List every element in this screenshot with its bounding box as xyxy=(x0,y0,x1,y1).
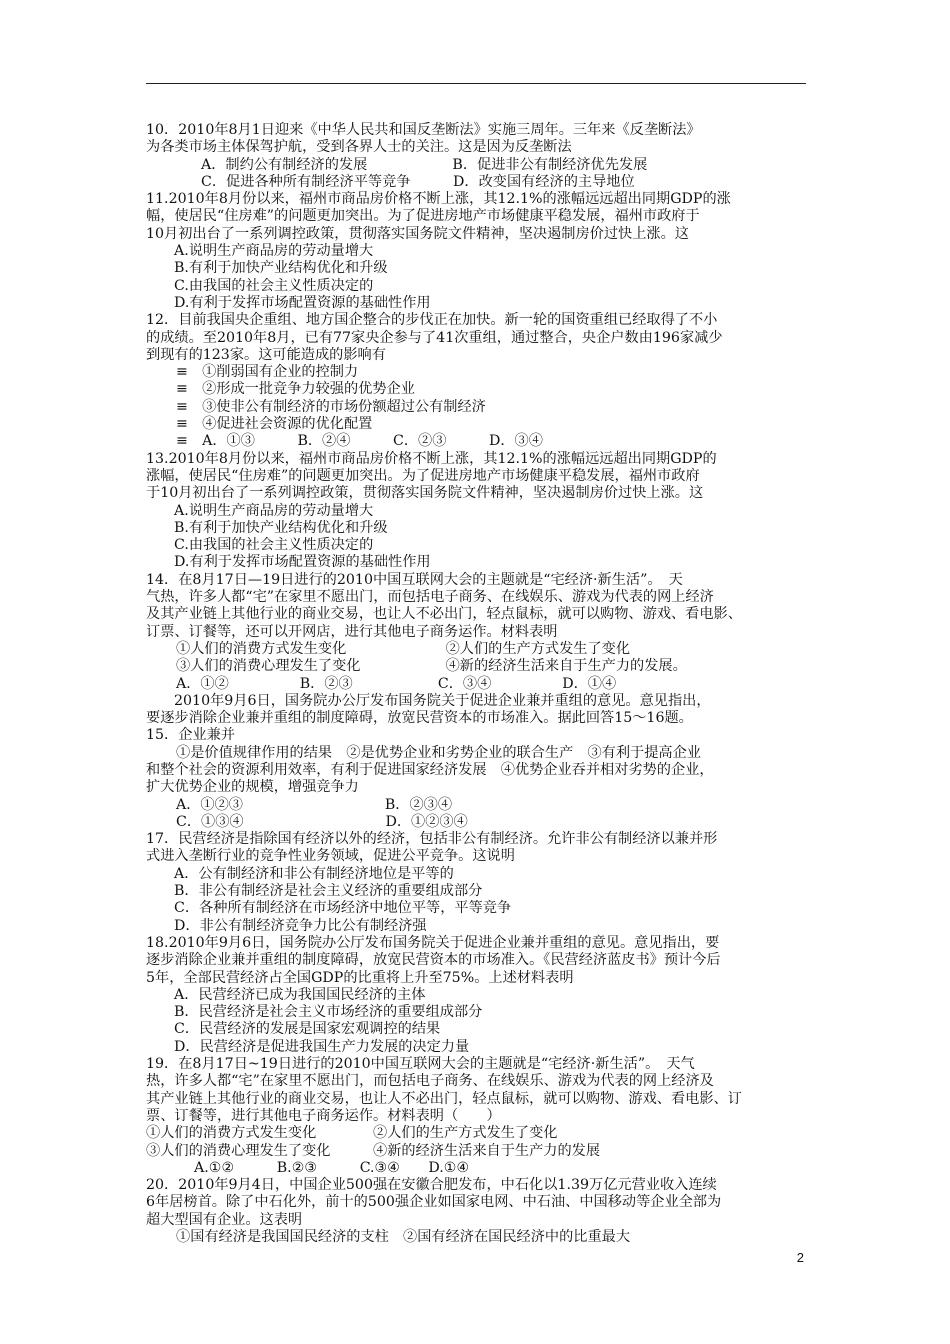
text-line: B.有利于加快产业结构优化和升级 xyxy=(174,519,388,536)
text-line: 11.2010年8月份以来，福州市商品房价格不断上涨，其12.1%的涨幅远远超出同期GDP的涨 xyxy=(146,191,731,208)
text-line: D.有利于发挥市场配置资源的基础性作用 xyxy=(174,294,431,311)
text-line: ≡ A．①③ B．②④ C．②③ D．③④ xyxy=(176,433,543,450)
text-line: A.①② B.②③ C.③④ D.①④ xyxy=(194,1159,470,1176)
text-line: B．民营经济是社会主义市场经济的重要组成部分 xyxy=(174,1004,483,1021)
text-line: C．①③④ D．①②③④ xyxy=(176,813,468,830)
text-line: B．非公有制经济是社会主义经济的重要组成部分 xyxy=(174,883,483,900)
document-body xyxy=(146,122,810,1246)
text-line: 气热，许多人都“宅”在家里不愿出门，而包括电子商务、在线娱乐、游戏为代表的网上经济 xyxy=(146,589,714,606)
text-line: A.说明生产商品房的劳动量增大 xyxy=(174,502,374,519)
text-line: 要逐步消除企业兼并重组的制度障碍，放宽民营资本的市场准入。据此回答15～16题。 xyxy=(146,710,693,727)
text-line: ①人们的消费方式发生变化 ②人们的生产方式发生了变化 xyxy=(146,1125,558,1142)
text-line: 到现有的123家。这可能造成的影响有 xyxy=(146,346,386,363)
text-line: ③人们的消费心理发生了变化 ④新的经济生活来自于生产力的发展。 xyxy=(176,658,687,675)
text-line: C．各种所有制经济在市场经济中地位平等，平等竞争 xyxy=(174,900,512,917)
text-line: 18.2010年9月6日，国务院办公厅发布国务院关于促进企业兼并重组的意见。意见指出，要 xyxy=(146,934,720,951)
text-line: 订票、订餐等，还可以开网店，进行其他电子商务运作。材料表明 xyxy=(146,623,558,640)
text-line: 为各类市场主体保驾护航，受到各界人士的关注。这是因为反垄断法 xyxy=(146,139,572,156)
text-line: 和整个社会的资源利用效率，有利于促进国家经济发展 ④优势企业吞并相对劣势的企业， xyxy=(146,761,714,778)
text-line: 20．2010年9月4日，中国企业500强在安徽合肥发布，中石化以1.39万亿元营业收入连续 xyxy=(146,1177,717,1194)
page-number: 2 xyxy=(796,1250,804,1265)
text-line: A．①② B．②③ C．③④ D．①④ xyxy=(176,675,617,692)
text-line: 12．目前我国央企重组、地方国企整合的步伐正在加快。新一轮的国资重组已经取得了不小 xyxy=(146,312,718,329)
text-line: ①国有经济是我国国民经济的支柱 ②国有经济在国民经济中的比重最大 xyxy=(176,1229,631,1245)
text-line: D．民营经济是促进我国生产力发展的决定力量 xyxy=(174,1038,470,1055)
text-line: ≡ ④促进社会资源的优化配置 xyxy=(176,416,373,433)
text-line: C．促进各种所有制经济平等竞争 D．改变国有经济的主导地位 xyxy=(201,173,635,190)
text-line: D．非公有制经济竞争力比公有制经济强 xyxy=(174,917,427,934)
text-line: A．民营经济已成为我国国民经济的主体 xyxy=(174,986,426,1003)
text-line: 14．在8月17日—19日进行的2010中国互联网大会的主题就是“宅经济·新生活”。 天 xyxy=(146,571,683,588)
text-line: 逐步消除企业兼并重组的制度障碍，放宽民营资本的市场准入。《民营经济蓝皮书》预计今后 xyxy=(146,952,721,969)
text-line: 式进入垄断行业的竞争性业务领域，促进公平竞争。这说明 xyxy=(146,848,515,865)
text-line: 5年，全部民营经济占全国GDP的比重将上升至75%。上述材料表明 xyxy=(146,969,574,986)
text-line: 6年居榜首。除了中石化外，前十的500强企业如国家电网、中石油、中国移动等企业全部为 xyxy=(146,1194,722,1211)
text-line: 票、订餐等，进行其他电子商务运作。材料表明（ ） xyxy=(146,1107,501,1124)
text-line: A．公有制经济和非公有制经济地位是平等的 xyxy=(174,865,454,882)
text-line: C．民营经济的发展是国家宏观调控的结果 xyxy=(174,1021,441,1038)
text-line: 及其产业链上其他行业的商业交易，也让人不必出门，轻点鼠标，就可以购物、游戏、看电影、 xyxy=(146,606,742,623)
text-line: ③人们的消费心理发生了变化 ④新的经济生活来自于生产力的发展 xyxy=(146,1142,601,1159)
text-line: C.由我国的社会主义性质决定的 xyxy=(174,537,374,554)
text-line: 热，许多人都“宅”在家里不愿出门，而包括电子商务、在线娱乐、游戏为代表的网上经济及 xyxy=(146,1073,714,1090)
text-line: ≡ ①削弱国有企业的控制力 xyxy=(176,364,359,381)
text-line: 17．民营经济是指除国有经济以外的经济，包括非公有制经济。允许非公有制经济以兼并形 xyxy=(146,831,718,848)
text-line: A．制约公有制经济的发展 B．促进非公有制经济优先发展 xyxy=(201,156,648,173)
text-line: 扩大优势企业的规模，增强竞争力 xyxy=(146,779,359,796)
header-rule xyxy=(146,83,806,84)
text-line: A.说明生产商品房的劳动量增大 xyxy=(174,243,374,260)
text-line: 超大型国有企业。这表明 xyxy=(146,1211,303,1228)
text-line: 于10月初出台了一系列调控政策，贯彻落实国务院文件精神，坚决遏制房价过快上涨。这 xyxy=(146,485,704,502)
text-line: ≡ ③使非公有制经济的市场份额超过公有制经济 xyxy=(176,398,486,415)
text-line: A．①②③ B．②③④ xyxy=(176,796,453,813)
text-line: 2010年9月6日，国务院办公厅发布国务院关于促进企业兼并重组的意见。意见指出， xyxy=(174,692,711,709)
text-line: ①是价值规律作用的结果 ②是优势企业和劣势企业的联合生产 ③有利于提高企业 xyxy=(176,744,701,761)
text-line: 其产业链上其他行业的商业交易，也让人不必出门，轻点鼠标，就可以购物、游戏、看电影、订 xyxy=(146,1090,742,1107)
text-line: 13.2010年8月份以来，福州市商品房价格不断上涨，其12.1%的涨幅远远超出同期GDP的 xyxy=(146,450,717,467)
text-line: 的成绩。至2010年8月，已有77家央企参与了41次重组，通过整合，央企户数由196家减少 xyxy=(146,329,723,346)
text-line: 19．在8月17日~19日进行的2010中国互联网大会的主题就是“宅经济·新生活”。 天气 xyxy=(146,1056,695,1073)
text-line: 10．2010年8月1日迎来《中华人民共和国反垄断法》实施三周年。三年来《反垄断法》 xyxy=(146,122,701,138)
text-line: ①人们的消费方式发生变化 ②人们的生产方式发生了变化 xyxy=(176,640,631,657)
text-line: C.由我国的社会主义性质决定的 xyxy=(174,277,374,294)
text-line: 幅，使居民“住房难”的问题更加突出。为了促进房地产市场健康平稳发展，福州市政府于 xyxy=(146,208,700,225)
text-line: B.有利于加快产业结构优化和升级 xyxy=(174,260,388,277)
text-line: 15．企业兼并 xyxy=(146,727,235,744)
text-line: 10月初出台了一系列调控政策，贯彻落实国务院文件精神，坚决遏制房价过快上涨。这 xyxy=(146,225,689,242)
text-line: D.有利于发挥市场配置资源的基础性作用 xyxy=(174,554,431,571)
text-line: ≡ ②形成一批竞争力较强的优势企业 xyxy=(176,381,415,398)
text-line: 涨幅，使居民“住房难”的问题更加突出。为了促进房地产市场健康平稳发展，福州市政府 xyxy=(146,467,700,484)
